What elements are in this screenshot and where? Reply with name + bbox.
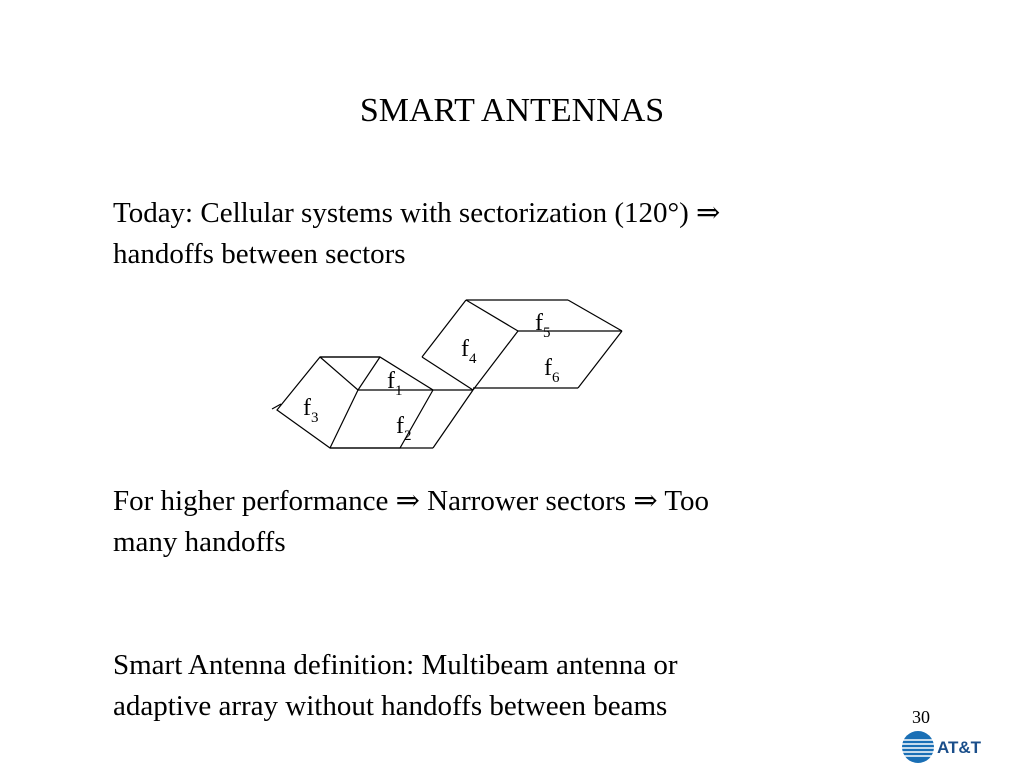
paragraph-line: For higher performance ⇒ Narrower sectors ⇒ Too — [113, 485, 710, 517]
right-cell-divider — [466, 300, 518, 331]
label-f3: $f_3$ — [303, 395, 319, 426]
paragraph-performance — [113, 481, 873, 563]
paragraph-line: Smart Antenna definition: Multibeam antenna or — [113, 649, 678, 681]
page-number: 30 — [912, 707, 930, 727]
paragraph-line: Today: Cellular systems with sectorization (120°) ⇒ — [113, 197, 721, 229]
slide-title: SMART ANTENNAS — [359, 92, 665, 129]
label-f5: $f_5$ — [535, 310, 551, 341]
sector-outlines — [272, 300, 622, 448]
right-cell-edge — [578, 331, 622, 388]
right-cell-divider — [473, 331, 518, 390]
right-cell-edge — [568, 300, 622, 331]
paragraph-line: adaptive array without handoffs between beams — [113, 690, 668, 722]
label-f6: $f_6$ — [544, 355, 560, 386]
label-f4: $f_4$ — [461, 336, 477, 367]
paragraph-definition — [113, 645, 873, 727]
paragraph-line: handoffs between sectors — [113, 238, 406, 270]
left-cell-divider — [320, 357, 358, 390]
globe-icon — [902, 731, 934, 763]
right-cell-edge — [422, 300, 466, 357]
att-logo — [900, 729, 990, 765]
left-cell-right — [433, 390, 473, 448]
label-f1: $f_1$ — [387, 368, 403, 399]
label-f2: $f_2$ — [396, 413, 412, 444]
logo-text: AT&T — [937, 738, 982, 757]
paragraph-line: many handoffs — [113, 526, 286, 558]
left-cell-divider — [330, 390, 358, 448]
left-cell-divider — [358, 357, 380, 390]
